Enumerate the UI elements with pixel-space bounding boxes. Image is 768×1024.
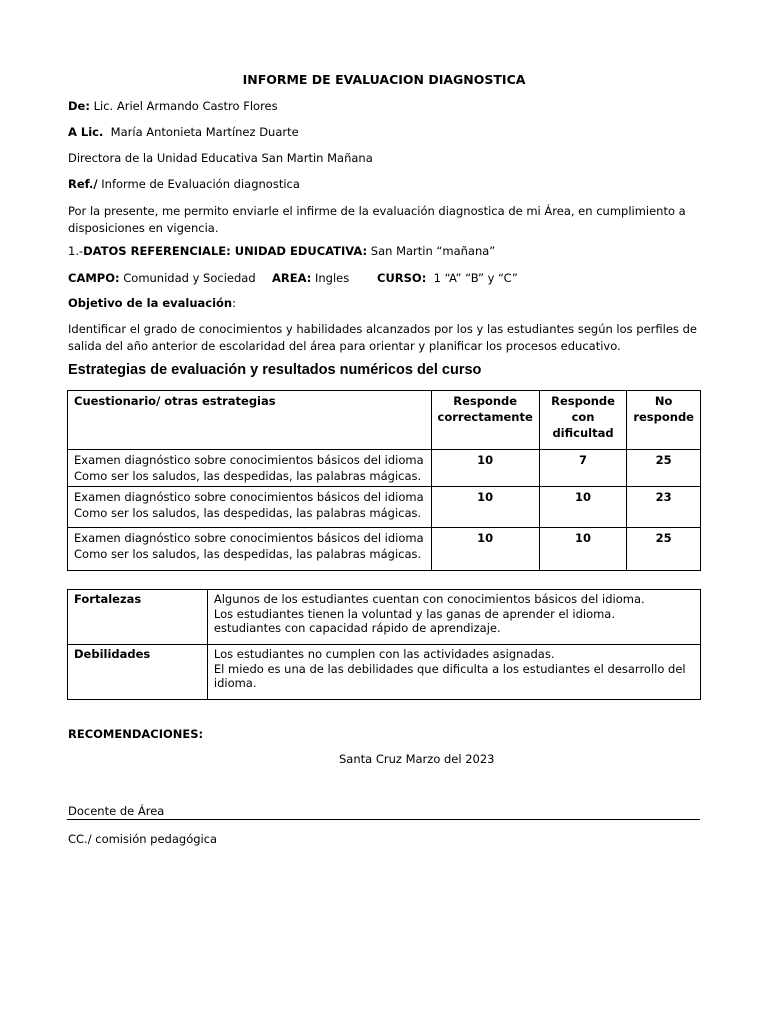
intro-line: Por la presente, me permito enviarle el infirme de la evaluación diagnostica de mi Área, en cumplimiento a	[68, 204, 686, 218]
table-row	[68, 528, 701, 571]
strategy-cell: Examen diagnóstico sobre conocimientos básicos del idioma Como ser los saludos, las despedidas, las palabras mágicas.	[68, 528, 432, 571]
strategies-heading: Estrategias de evaluación y resultados numéricos del curso	[68, 362, 482, 378]
correct-count: 10	[431, 450, 539, 487]
copy-to: CC./ comisión pedagógica	[68, 832, 218, 846]
difficulty-count: 10	[539, 528, 627, 571]
header-no-response: No responde	[627, 391, 701, 450]
header-strategies: Cuestionario/ otras estrategias	[68, 391, 432, 450]
reference-data-label: DATOS REFERENCIALE: UNIDAD EDUCATIVA:	[83, 244, 368, 258]
area-label: AREA:	[272, 271, 312, 285]
objective-line: Identificar el grado de conocimientos y habilidades alcanzados por los y las estudiantes según los perfiles de	[68, 322, 697, 336]
recommendations-heading: RECOMENDACIONES:	[68, 727, 204, 741]
table-header-row	[68, 391, 701, 450]
area-value: Ingles	[311, 271, 350, 285]
weaknesses-row	[68, 645, 701, 700]
reference-value: Informe de Evaluación diagnostica	[97, 177, 300, 191]
from-label: De:	[68, 99, 90, 113]
header-difficulty: Responde con dificultad	[539, 391, 627, 450]
difficulty-count: 7	[539, 450, 627, 487]
campo-field	[68, 271, 256, 285]
reference-line	[68, 177, 300, 191]
table-row	[68, 450, 701, 487]
signature-line	[67, 819, 700, 820]
recipient-title: Directora de la Unidad Educativa San Martin Mañana	[68, 151, 373, 165]
campo-label: CAMPO:	[68, 271, 120, 285]
no-response-count: 25	[627, 528, 701, 571]
campo-value: Comunidad y Sociedad	[119, 271, 256, 285]
objective-line: salida del año anterior de escolaridad del área para orientar y planificar los procesos educativo.	[68, 338, 621, 353]
intro-paragraph	[68, 203, 698, 236]
difficulty-count: 10	[539, 487, 627, 528]
curso-field	[377, 271, 518, 285]
strengths-label: Fortalezas	[68, 590, 208, 645]
strengths-text: Algunos de los estudiantes cuentan con conocimientos básicos del idioma. Los estudiantes tienen la voluntad y las ganas de aprender el idioma. estudiantes con capacidad rápido de aprendizaje.	[207, 590, 700, 645]
weaknesses-label: Debilidades	[68, 645, 208, 700]
weaknesses-text: Los estudiantes no cumplen con las actividades asignadas. El miedo es una de las debilidades que dificulta a los estudiantes el desarrollo del idioma.	[207, 645, 700, 700]
place-date: Santa Cruz Marzo del 2023	[339, 752, 495, 766]
from-line	[68, 99, 278, 113]
strengths-weaknesses-table	[67, 589, 701, 700]
correct-count: 10	[431, 487, 539, 528]
objective-colon: :	[232, 296, 236, 310]
correct-count: 10	[431, 528, 539, 571]
area-field	[272, 271, 349, 285]
from-value: Lic. Ariel Armando Castro Flores	[89, 99, 278, 113]
reference-data-prefix: 1.-	[68, 244, 84, 258]
reference-data-line	[68, 244, 495, 258]
strategy-cell: Examen diagnóstico sobre conocimientos básicos del idioma Como ser los saludos, las despedidas, las palabras mágicas.	[68, 450, 432, 487]
document-title: INFORME DE EVALUACION DIAGNOSTICA	[242, 72, 526, 87]
strengths-row	[68, 590, 701, 645]
school-name: San Martin “mañana”	[367, 244, 496, 258]
signature-label: Docente de Área	[68, 804, 165, 818]
intro-line: disposiciones en vigencia.	[68, 220, 219, 235]
objective-label: Objetivo de la evaluación	[68, 296, 233, 310]
objective-heading	[68, 296, 236, 310]
reference-label: Ref./	[68, 177, 98, 191]
evaluation-results-table	[67, 390, 701, 571]
to-label: A Lic.	[68, 125, 104, 139]
header-correct: Responde correctamente	[431, 391, 539, 450]
strategy-cell: Examen diagnóstico sobre conocimientos básicos del idioma Como ser los saludos, las despedidas, las palabras mágicas.	[68, 487, 432, 528]
objective-paragraph	[68, 321, 698, 354]
no-response-count: 23	[627, 487, 701, 528]
table-row	[68, 487, 701, 528]
curso-value: 1 “A” “B” y “C”	[426, 271, 518, 285]
no-response-count: 25	[627, 450, 701, 487]
curso-label: CURSO:	[377, 271, 427, 285]
to-value: María Antonieta Martínez Duarte	[103, 125, 299, 139]
to-line	[68, 125, 299, 139]
